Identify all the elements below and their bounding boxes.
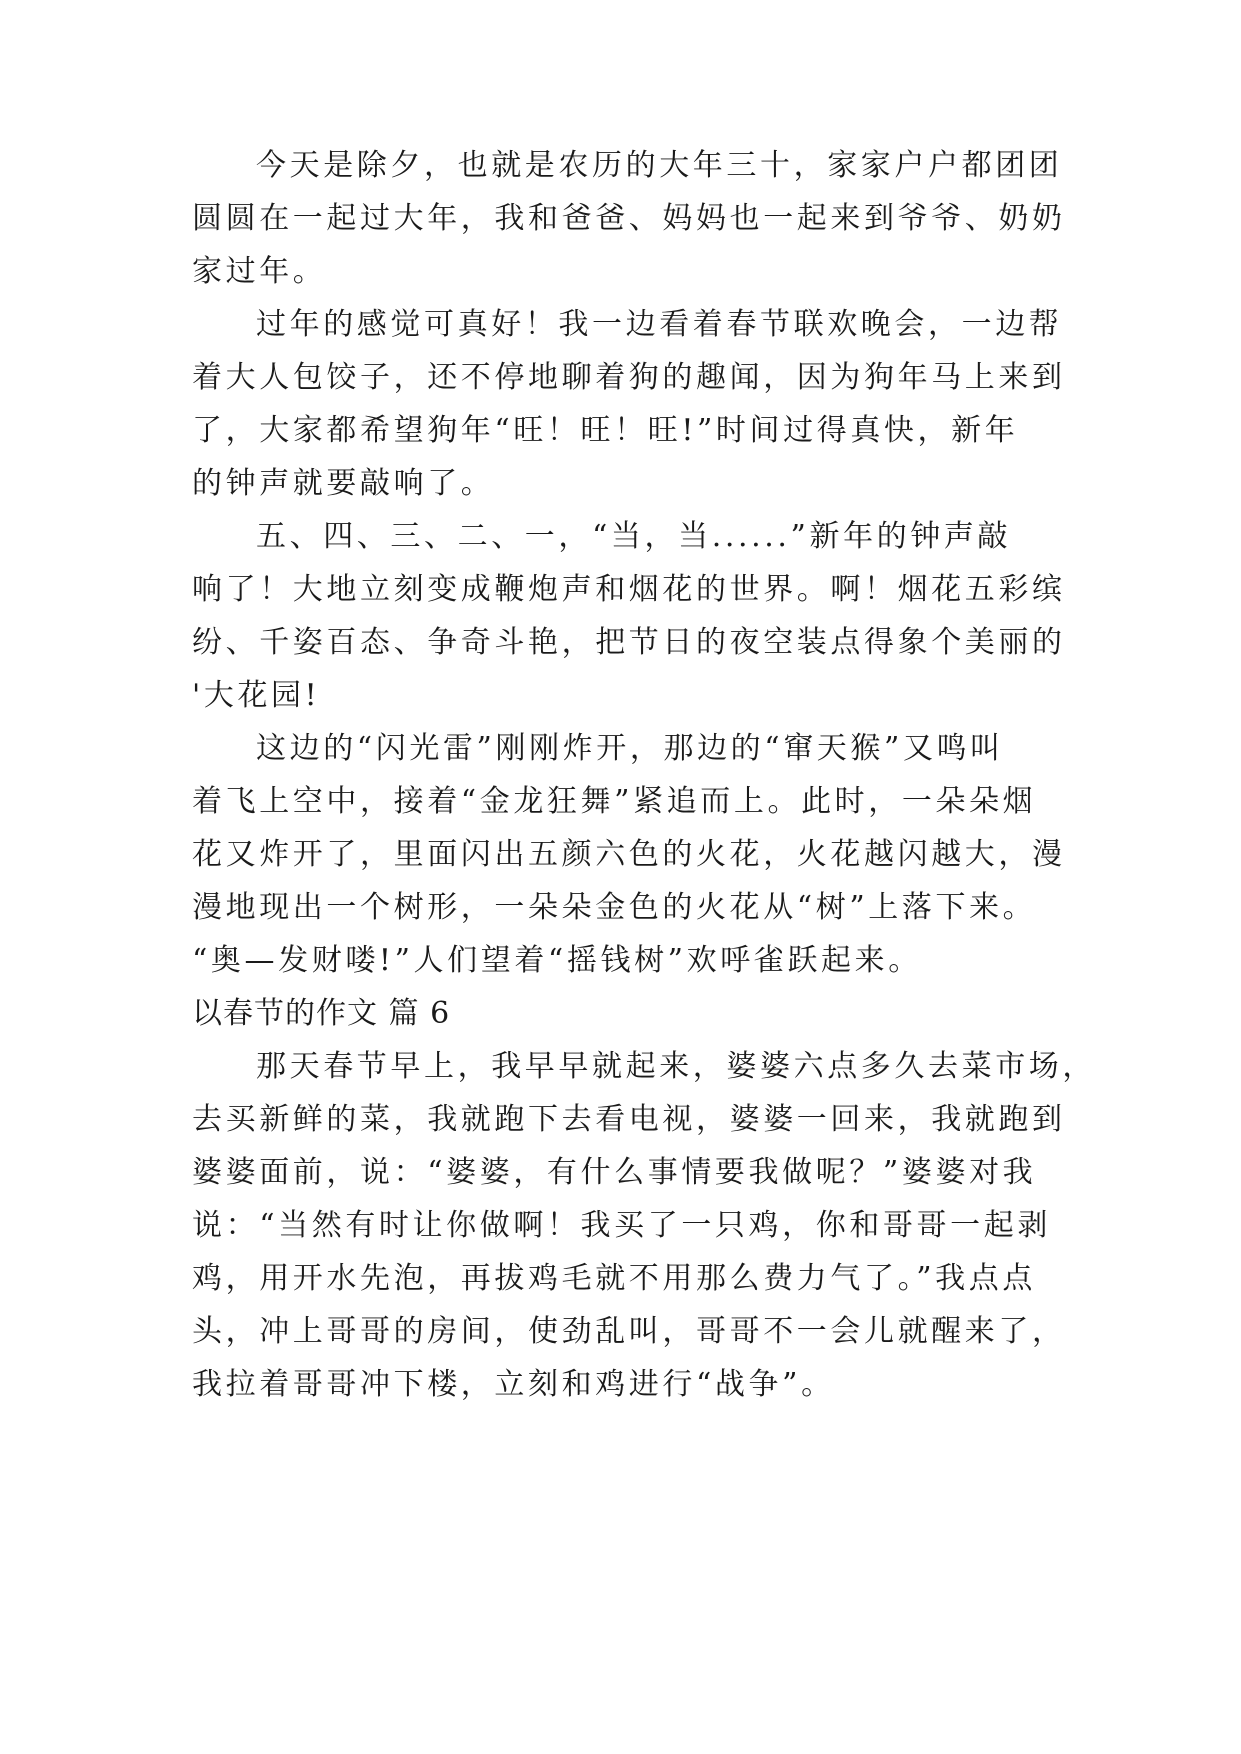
paragraph-3-line-4: '大花园! [192,678,321,713]
section-heading: 以春节的作文 篇 6 [192,996,451,1031]
paragraph-5-line-3: 婆婆面前，说：“婆婆，有什么事情要我做呢？”婆婆对我 [192,1155,1037,1190]
paragraph-5-line-6: 头，冲上哥哥的房间，使劲乱叫，哥哥不一会儿就醒来了， [192,1314,1066,1349]
paragraph-2-line-1: 过年的感觉可真好！我一边看着春节联欢晚会，一边帮 [256,307,1063,342]
paragraph-2-line-2: 着大人包饺子，还不停地聊着狗的趣闻，因为狗年马上来到 [192,360,1066,395]
paragraph-5-line-4: 说：“当然有时让你做啊！我买了一只鸡，你和哥哥一起剥 [192,1208,1051,1243]
paragraph-1-line-2: 圆圆在一起过大年，我和爸爸、妈妈也一起来到爷爷、奶奶 [192,201,1066,236]
paragraph-4-line-3: 花又炸开了，里面闪出五颜六色的火花，火花越闪越大，漫 [192,837,1066,872]
paragraph-2-line-4: 的钟声就要敲响了。 [192,466,495,501]
paragraph-4-line-5: “奥—发财喽!”人们望着“摇钱树”欢呼雀跃起来。 [192,943,922,978]
paragraph-4-line-2: 着飞上空中，接着“金龙狂舞”紧追而上。此时，一朵朵烟 [192,784,1037,819]
paragraph-5-line-7: 我拉着哥哥冲下楼，立刻和鸡进行“战争”。 [192,1367,835,1402]
paragraph-5-line-2: 去买新鲜的菜，我就跑下去看电视，婆婆一回来，我就跑到 [192,1102,1066,1137]
paragraph-2-line-3: 了，大家都希望狗年“旺！旺！旺!”时间过得真快，新年 [192,413,1019,448]
paragraph-1-line-1: 今天是除夕，也就是农历的大年三十，家家户户都团团 [256,148,1063,183]
paragraph-3-line-2: 响了！大地立刻变成鞭炮声和烟花的世界。啊！烟花五彩缤 [192,572,1066,607]
paragraph-4-line-1: 这边的“闪光雷”刚刚炸开，那边的“窜天猴”又鸣叫 [256,731,1004,766]
paragraph-1-line-3: 家过年。 [192,254,327,289]
paragraph-3-line-1: 五、四、三、二、一，“当，当......”新年的钟声敲 [256,519,1012,554]
paragraph-5-line-1: 那天春节早上，我早早就起来，婆婆六点多久去菜市场， [256,1049,1096,1084]
paragraph-5-line-5: 鸡，用开水先泡，再拔鸡毛就不用那么费力气了。”我点点 [192,1261,1036,1296]
paragraph-4-line-4: 漫地现出一个树形，一朵朵金色的火花从“树”上落下来。 [192,890,1037,925]
paragraph-3-line-3: 纷、千姿百态、争奇斗艳，把节日的夜空装点得象个美丽的 [192,625,1066,660]
